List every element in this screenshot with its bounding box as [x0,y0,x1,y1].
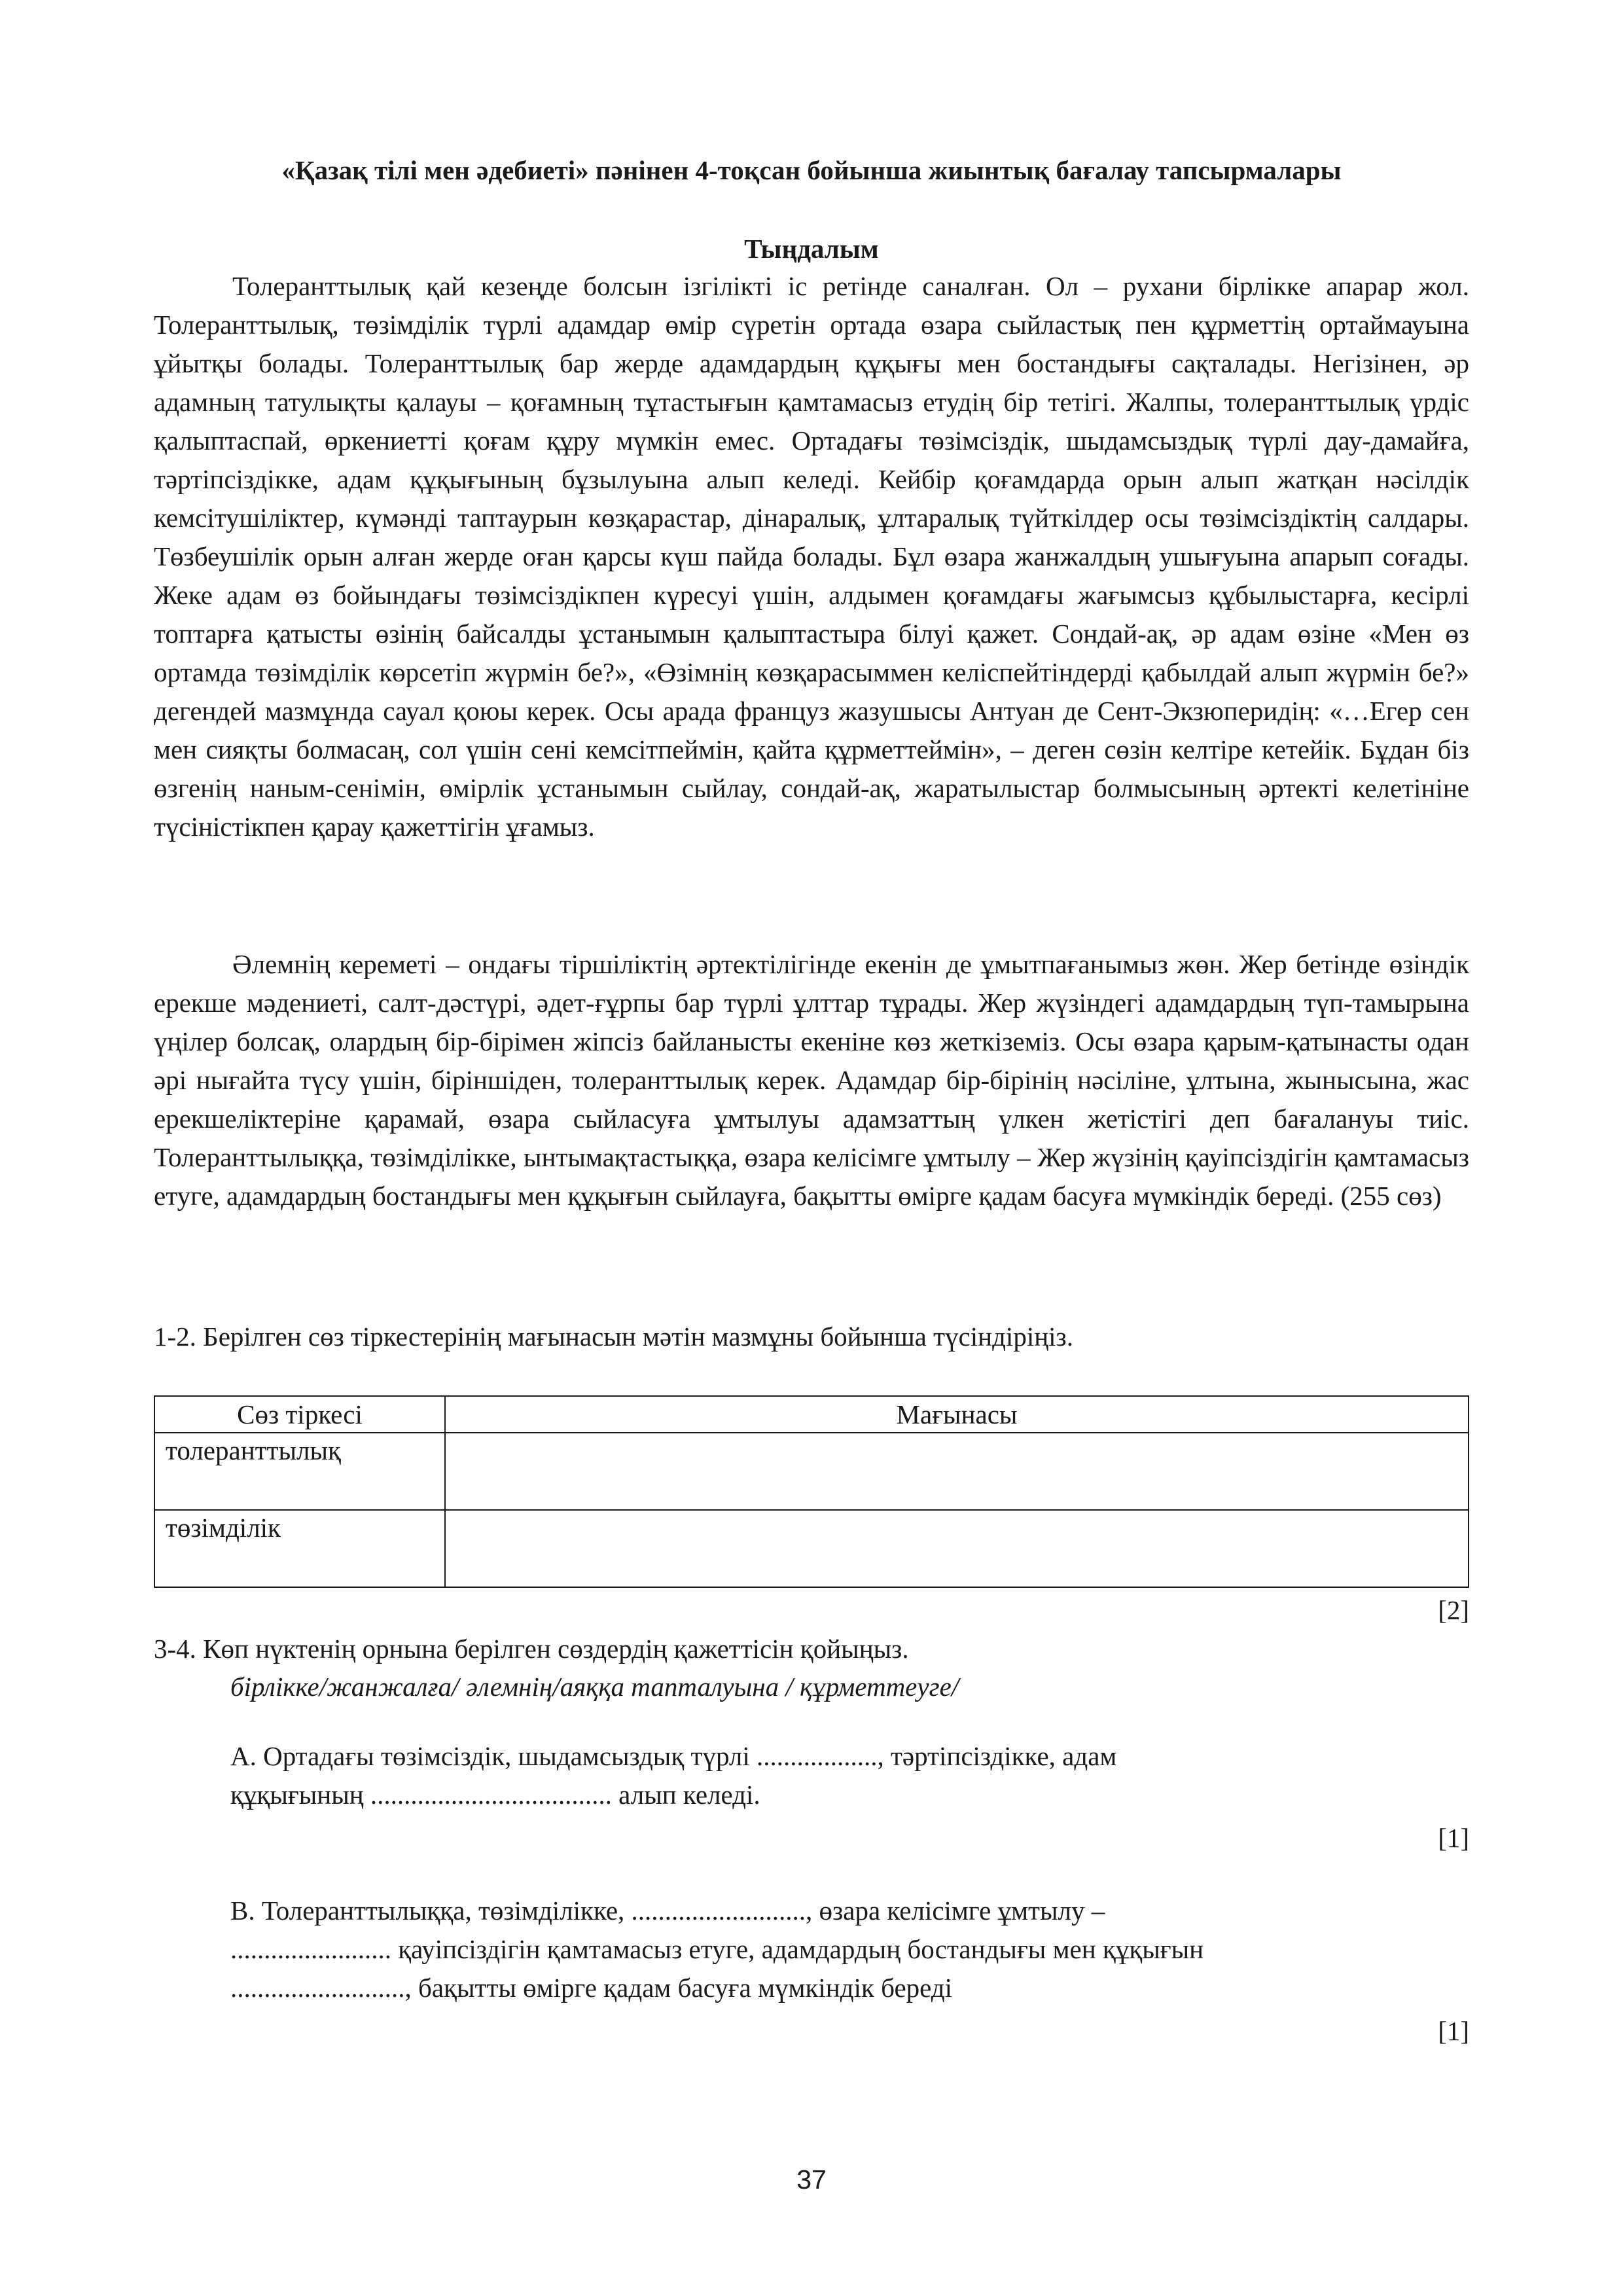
page-number: 37 [796,2164,827,2195]
exercise-line: .........................., бақытты өмірге қадам басуға мүмкіндік береді [230,1973,953,2003]
score-mark: [1] [1438,2016,1469,2046]
paragraph-text: Толеранттылық қай кезеңде болсын ізгілікті іс ретінде саналған. Ол – рухани бірлікке апарар жол. Толеранттылық, төзімділік түрлі адамдар өмір сүретін ортада өзара сыйластық пен құрметтің ортаймауына ұйытқы болады. Толеранттылық бар жерде адамдардың құқығы мен бостандығы сақталады. Негізінен, әр адамның татулықты қалауы – қоғамның тұтастығын қамтамасыз етудің бір тетігі. Жалпы, толеранттылық үрдіс қалыптаспай, өркениетті қоғам құру мүмкін емес. Ортадағы төзімсіздік, шыдамсыздық түрлі дау-дамайға, тәртіпсіздікке, адам құқығының бұзылуына алып келеді. Кейбір қоғамдарда орын алып жатқан нәсілдік кемсітушіліктер, күмәнді таптаурын көзқарастар, дінаралық, ұлтаралық түйткілдер осы төзімсіздіктің салдары. Төзбеушілік орын алған жерде оған қарсы күш пайда болады. Бұл өзара жанжалдың ушығуына апарып соғады. Жеке адам өз бойындағы төзімсіздікпен күресуі үшін, алдымен қоғамдағы жағымсыз құбылыстарға, кесірлі топтарға қатысты өзінің байсалды ұстанымын қалыптастыра білуі қажет. Сондай-ақ, әр адам өзіне «Мен өз ортамда төзімділік көрсетіп жүрмін бе?», «Өзімнің көзқарасыммен келіспейтіндерді қабылдай алып жүрмін бе?» дегендей мазмұнда сауал қоюы керек. Осы арада француз жазушысы Антуан де Сент-Экзюперидің: «…Егер сен мен сияқты болмасаң, сол үшін сені кемсітпеймін, қайта құрметтеймін», – деген сөзін келтіре кетейік. Бұдан біз өзгенің наным-сенімін, өмірлік ұстанымын сыйлау, сондай-ақ, жаратылыстар болмысының әртекті келетініне түсіністікпен қарау қажеттігін ұғамыз. [154,271,1469,842]
phrase-cell: толеранттылық [154,1433,445,1510]
section-heading: Тыңдалым [744,234,879,264]
exercise-line: құқығының .................................... алып келеді. [230,1780,760,1810]
meaning-answer-cell[interactable] [445,1510,1469,1587]
paragraph-text: Әлемнің кереметі – ондағы тіршіліктің әртектілігінде екенін де ұмытпағанымыз жөн. Жер бетінде өзіндік ерекше мәдениеті, салт-дәстүрі, әдет-ғұрпы бар түрлі ұлттар тұрады. Жер жүзіндегі адамдардың түп-тамырына үңілер болсақ, олардың бір-бірімен жіпсіз байланысты екеніне көз жеткіземіз. Осы өзара қарым-қатынасты одан әрі нығайта түсу үшін, біріншіден, толеранттылық керек. Адамдар бір-бірінің нәсіліне, ұлтына, жынысына, жас ерекшеліктеріне қарамай, өзара сыйласуға ұмтылуы адамзаттың үлкен жетістігі деп бағалануы тиіс. Толеранттылыққа, төзімділікке, ынтымақтастыққа, өзара келісімге ұмтылу – Жер жүзінің қауіпсіздігін қамтамасыз етуге, адамдардың бостандығы мен құқығын сыйлауға, бақытты өмірге қадам басуға мүмкіндік береді. (255 сөз) [154,949,1469,1211]
meaning-table [154,1395,1469,1588]
task-3-4-prompt: 3-4. Көп нүктенің орнына берілген сөздердің қажеттісін қойыңыз. [154,1634,909,1664]
table-row [154,1510,1469,1587]
word-bank: бірлікке/жанжалға/ әлемнің/аяққа тапталуына / құрметтеуге/ [230,1672,959,1702]
meaning-answer-cell[interactable] [445,1433,1469,1510]
phrase-cell: төзімділік [154,1510,445,1587]
exercise-b [230,1892,1474,2007]
exercise-line: ........................ қауіпсіздігін қамтамасыз етуге, адамдардың бостандығы мен құқығын [230,1934,1204,1964]
document-title: «Қазақ тілі мен әдебиеті» пәнінен 4-тоқсан бойынша жиынтық бағалау тапсырмалары [281,155,1342,185]
table-row [154,1433,1469,1510]
task-1-2-prompt: 1-2. Берілген сөз тіркестерінің мағынасын мәтін мазмұны бойынша түсіндіріңіз. [154,1321,1073,1352]
column-header: Мағынасы [445,1396,1469,1433]
text-paragraph-1 [154,267,1469,846]
score-mark: [2] [1438,1595,1469,1625]
score-mark: [1] [1438,1823,1469,1853]
exercise-line: В. Толеранттылыққа, төзімділікке, .........................., өзара келісімге ұмтылу – [230,1895,1105,1926]
table-header-row [154,1396,1469,1433]
exercise-line: А. Ортадағы төзімсіздік, шыдамсыздық түрлі .................., тәртіпсіздікке, адам [230,1741,1117,1771]
column-header: Сөз тіркесі [154,1396,445,1433]
exercise-a [230,1737,1474,1814]
text-paragraph-2 [154,945,1469,1215]
